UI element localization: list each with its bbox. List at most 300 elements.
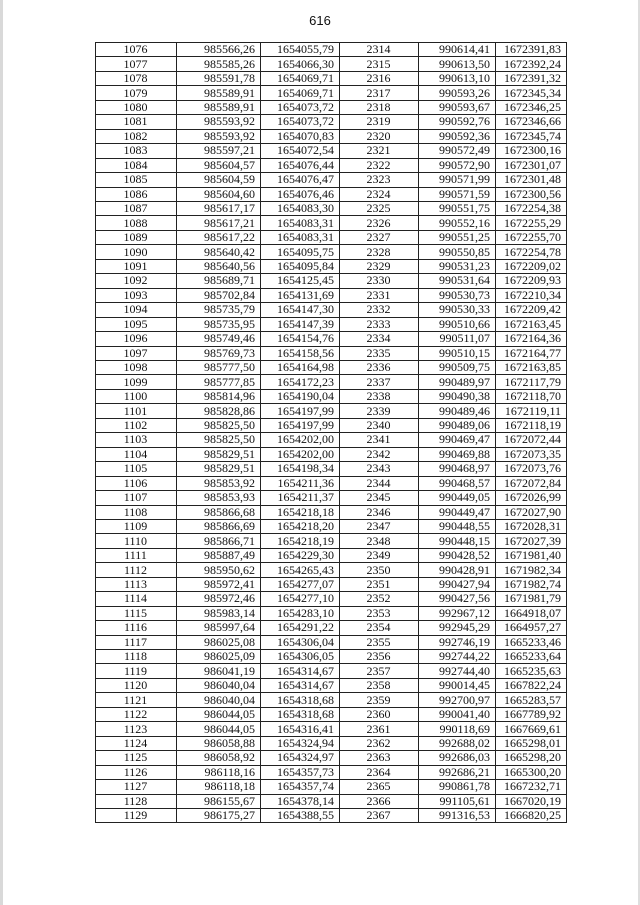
x-coordinate-right-cell: 992967,12	[419, 606, 496, 620]
table-row	[96, 43, 567, 57]
point-number-right-cell: 2335	[340, 346, 419, 360]
y-coordinate-left-cell: 1654083,31	[261, 230, 340, 244]
point-number-left-cell: 1103	[96, 433, 177, 447]
point-number-right-cell: 2357	[340, 664, 419, 678]
table-row	[96, 245, 567, 259]
x-coordinate-right-cell: 990014,45	[419, 678, 496, 692]
point-number-left-cell: 1113	[96, 577, 177, 591]
x-coordinate-left-cell: 985589,91	[177, 86, 261, 100]
x-coordinate-right-cell: 990592,36	[419, 129, 496, 143]
y-coordinate-left-cell: 1654172,23	[261, 375, 340, 389]
point-number-right-cell: 2361	[340, 722, 419, 736]
y-coordinate-right-cell: 1672027,90	[496, 505, 567, 519]
point-number-right-cell: 2331	[340, 288, 419, 302]
y-coordinate-left-cell: 1654131,69	[261, 288, 340, 302]
y-coordinate-left-cell: 1654190,04	[261, 389, 340, 403]
point-number-right-cell: 2366	[340, 794, 419, 808]
y-coordinate-left-cell: 1654202,00	[261, 433, 340, 447]
x-coordinate-left-cell: 985702,84	[177, 288, 261, 302]
table-row	[96, 650, 567, 664]
x-coordinate-right-cell: 990468,97	[419, 462, 496, 476]
coordinates-table-body	[96, 43, 567, 823]
y-coordinate-left-cell: 1654158,56	[261, 346, 340, 360]
point-number-left-cell: 1115	[96, 606, 177, 620]
point-number-left-cell: 1129	[96, 809, 177, 823]
y-coordinate-left-cell: 1654147,30	[261, 303, 340, 317]
point-number-left-cell: 1081	[96, 115, 177, 129]
point-number-left-cell: 1112	[96, 563, 177, 577]
x-coordinate-right-cell: 990448,55	[419, 519, 496, 533]
y-coordinate-left-cell: 1654076,46	[261, 187, 340, 201]
x-coordinate-right-cell: 990427,56	[419, 592, 496, 606]
point-number-left-cell: 1121	[96, 693, 177, 707]
y-coordinate-right-cell: 1672028,31	[496, 519, 567, 533]
x-coordinate-left-cell: 985585,26	[177, 57, 261, 71]
y-coordinate-left-cell: 1654218,20	[261, 519, 340, 533]
point-number-left-cell: 1092	[96, 274, 177, 288]
point-number-right-cell: 2343	[340, 462, 419, 476]
x-coordinate-left-cell: 985814,96	[177, 389, 261, 403]
table-row	[96, 115, 567, 129]
y-coordinate-left-cell: 1654069,71	[261, 71, 340, 85]
x-coordinate-left-cell: 985640,42	[177, 245, 261, 259]
x-coordinate-right-cell: 991316,53	[419, 809, 496, 823]
y-coordinate-right-cell: 1672027,39	[496, 534, 567, 548]
point-number-left-cell: 1101	[96, 404, 177, 418]
x-coordinate-left-cell: 985593,92	[177, 115, 261, 129]
y-coordinate-left-cell: 1654211,37	[261, 491, 340, 505]
y-coordinate-left-cell: 1654197,99	[261, 404, 340, 418]
point-number-right-cell: 2344	[340, 476, 419, 490]
x-coordinate-right-cell: 990551,75	[419, 201, 496, 215]
point-number-left-cell: 1104	[96, 447, 177, 461]
table-row	[96, 794, 567, 808]
y-coordinate-right-cell: 1672346,25	[496, 100, 567, 114]
point-number-right-cell: 2348	[340, 534, 419, 548]
x-coordinate-left-cell: 985604,60	[177, 187, 261, 201]
point-number-left-cell: 1116	[96, 621, 177, 635]
point-number-right-cell: 2349	[340, 548, 419, 562]
x-coordinate-left-cell: 985983,14	[177, 606, 261, 620]
y-coordinate-left-cell: 1654314,67	[261, 664, 340, 678]
point-number-left-cell: 1126	[96, 765, 177, 779]
point-number-right-cell: 2330	[340, 274, 419, 288]
x-coordinate-right-cell: 990571,99	[419, 173, 496, 187]
point-number-right-cell: 2340	[340, 418, 419, 432]
table-row	[96, 592, 567, 606]
table-row	[96, 100, 567, 114]
point-number-left-cell: 1123	[96, 722, 177, 736]
point-number-left-cell: 1083	[96, 144, 177, 158]
x-coordinate-right-cell: 990571,59	[419, 187, 496, 201]
table-row	[96, 187, 567, 201]
x-coordinate-right-cell: 990118,69	[419, 722, 496, 736]
y-coordinate-left-cell: 1654164,98	[261, 360, 340, 374]
x-coordinate-left-cell: 986155,67	[177, 794, 261, 808]
x-coordinate-right-cell: 992688,02	[419, 736, 496, 750]
point-number-left-cell: 1111	[96, 548, 177, 562]
x-coordinate-left-cell: 985828,86	[177, 404, 261, 418]
y-coordinate-right-cell: 1665298,20	[496, 751, 567, 765]
x-coordinate-left-cell: 986058,88	[177, 736, 261, 750]
x-coordinate-right-cell: 990531,64	[419, 274, 496, 288]
point-number-left-cell: 1089	[96, 230, 177, 244]
table-row	[96, 259, 567, 273]
table-row	[96, 274, 567, 288]
table-row	[96, 809, 567, 823]
point-number-left-cell: 1085	[96, 173, 177, 187]
point-number-left-cell: 1100	[96, 389, 177, 403]
x-coordinate-left-cell: 985950,62	[177, 563, 261, 577]
point-number-right-cell: 2339	[340, 404, 419, 418]
y-coordinate-right-cell: 1672164,77	[496, 346, 567, 360]
table-row	[96, 144, 567, 158]
x-coordinate-left-cell: 986118,18	[177, 780, 261, 794]
point-number-left-cell: 1098	[96, 360, 177, 374]
point-number-right-cell: 2354	[340, 621, 419, 635]
point-number-right-cell: 2332	[340, 303, 419, 317]
x-coordinate-left-cell: 985887,49	[177, 548, 261, 562]
x-coordinate-left-cell: 985829,51	[177, 462, 261, 476]
x-coordinate-right-cell: 990449,47	[419, 505, 496, 519]
x-coordinate-right-cell: 990510,15	[419, 346, 496, 360]
point-number-left-cell: 1090	[96, 245, 177, 259]
table-row	[96, 462, 567, 476]
y-coordinate-right-cell: 1672254,38	[496, 201, 567, 215]
page-number: 616	[309, 13, 331, 28]
table-row	[96, 765, 567, 779]
y-coordinate-right-cell: 1672117,79	[496, 375, 567, 389]
table-row	[96, 519, 567, 533]
point-number-left-cell: 1117	[96, 635, 177, 649]
table-row	[96, 418, 567, 432]
x-coordinate-left-cell: 985689,71	[177, 274, 261, 288]
table-row	[96, 375, 567, 389]
point-number-left-cell: 1095	[96, 317, 177, 331]
table-row	[96, 751, 567, 765]
point-number-right-cell: 2359	[340, 693, 419, 707]
point-number-right-cell: 2329	[340, 259, 419, 273]
y-coordinate-left-cell: 1654218,19	[261, 534, 340, 548]
y-coordinate-left-cell: 1654083,31	[261, 216, 340, 230]
y-coordinate-right-cell: 1672163,45	[496, 317, 567, 331]
point-number-right-cell: 2364	[340, 765, 419, 779]
table-row	[96, 534, 567, 548]
x-coordinate-right-cell: 992746,19	[419, 635, 496, 649]
point-number-right-cell: 2338	[340, 389, 419, 403]
table-row	[96, 505, 567, 519]
point-number-right-cell: 2319	[340, 115, 419, 129]
x-coordinate-left-cell: 985593,92	[177, 129, 261, 143]
y-coordinate-right-cell: 1666820,25	[496, 809, 567, 823]
x-coordinate-right-cell: 990509,75	[419, 360, 496, 374]
point-number-right-cell: 2315	[340, 57, 419, 71]
x-coordinate-right-cell: 990530,73	[419, 288, 496, 302]
y-coordinate-left-cell: 1654055,79	[261, 43, 340, 57]
y-coordinate-right-cell: 1672026,99	[496, 491, 567, 505]
point-number-right-cell: 2325	[340, 201, 419, 215]
x-coordinate-right-cell: 990593,26	[419, 86, 496, 100]
table-row	[96, 317, 567, 331]
table-row	[96, 678, 567, 692]
point-number-right-cell: 2314	[340, 43, 419, 57]
point-number-left-cell: 1094	[96, 303, 177, 317]
point-number-right-cell: 2346	[340, 505, 419, 519]
x-coordinate-right-cell: 990550,85	[419, 245, 496, 259]
x-coordinate-right-cell: 990593,67	[419, 100, 496, 114]
y-coordinate-left-cell: 1654202,00	[261, 447, 340, 461]
y-coordinate-left-cell: 1654147,39	[261, 317, 340, 331]
point-number-right-cell: 2337	[340, 375, 419, 389]
point-number-right-cell: 2326	[340, 216, 419, 230]
x-coordinate-left-cell: 985777,85	[177, 375, 261, 389]
y-coordinate-left-cell: 1654198,34	[261, 462, 340, 476]
table-row	[96, 563, 567, 577]
point-number-left-cell: 1125	[96, 751, 177, 765]
point-number-right-cell: 2363	[340, 751, 419, 765]
point-number-left-cell: 1084	[96, 158, 177, 172]
y-coordinate-right-cell: 1672163,85	[496, 360, 567, 374]
y-coordinate-left-cell: 1654076,44	[261, 158, 340, 172]
point-number-right-cell: 2352	[340, 592, 419, 606]
point-number-right-cell: 2351	[340, 577, 419, 591]
x-coordinate-left-cell: 985617,17	[177, 201, 261, 215]
point-number-right-cell: 2358	[340, 678, 419, 692]
point-number-right-cell: 2318	[340, 100, 419, 114]
y-coordinate-right-cell: 1665300,20	[496, 765, 567, 779]
x-coordinate-right-cell: 990531,23	[419, 259, 496, 273]
table-row	[96, 303, 567, 317]
point-number-left-cell: 1080	[96, 100, 177, 114]
table-row	[96, 664, 567, 678]
table-row	[96, 606, 567, 620]
y-coordinate-left-cell: 1654076,47	[261, 173, 340, 187]
x-coordinate-left-cell: 985866,69	[177, 519, 261, 533]
y-coordinate-left-cell: 1654357,74	[261, 780, 340, 794]
table-row	[96, 404, 567, 418]
table-row	[96, 577, 567, 591]
point-number-right-cell: 2317	[340, 86, 419, 100]
table-row	[96, 332, 567, 346]
x-coordinate-left-cell: 985617,22	[177, 230, 261, 244]
y-coordinate-right-cell: 1672255,29	[496, 216, 567, 230]
y-coordinate-right-cell: 1665298,01	[496, 736, 567, 750]
y-coordinate-right-cell: 1672391,32	[496, 71, 567, 85]
y-coordinate-left-cell: 1654306,05	[261, 650, 340, 664]
point-number-left-cell: 1088	[96, 216, 177, 230]
y-coordinate-right-cell: 1672119,11	[496, 404, 567, 418]
y-coordinate-right-cell: 1672072,84	[496, 476, 567, 490]
y-coordinate-right-cell: 1672209,42	[496, 303, 567, 317]
x-coordinate-left-cell: 986040,04	[177, 678, 261, 692]
point-number-right-cell: 2328	[340, 245, 419, 259]
point-number-right-cell: 2341	[340, 433, 419, 447]
table-row	[96, 635, 567, 649]
table-row	[96, 201, 567, 215]
y-coordinate-right-cell: 1672301,07	[496, 158, 567, 172]
x-coordinate-right-cell: 992700,97	[419, 693, 496, 707]
y-coordinate-right-cell: 1672164,36	[496, 332, 567, 346]
y-coordinate-right-cell: 1672210,34	[496, 288, 567, 302]
point-number-left-cell: 1077	[96, 57, 177, 71]
x-coordinate-left-cell: 985866,68	[177, 505, 261, 519]
x-coordinate-left-cell: 986025,08	[177, 635, 261, 649]
x-coordinate-left-cell: 985566,26	[177, 43, 261, 57]
y-coordinate-right-cell: 1672209,02	[496, 259, 567, 273]
table-row	[96, 693, 567, 707]
point-number-right-cell: 2336	[340, 360, 419, 374]
y-coordinate-right-cell: 1664918,07	[496, 606, 567, 620]
point-number-left-cell: 1118	[96, 650, 177, 664]
x-coordinate-right-cell: 990511,07	[419, 332, 496, 346]
y-coordinate-right-cell: 1672209,93	[496, 274, 567, 288]
x-coordinate-right-cell: 992744,40	[419, 664, 496, 678]
point-number-left-cell: 1124	[96, 736, 177, 750]
point-number-right-cell: 2323	[340, 173, 419, 187]
x-coordinate-right-cell: 990469,88	[419, 447, 496, 461]
x-coordinate-right-cell: 992945,29	[419, 621, 496, 635]
y-coordinate-right-cell: 1667232,71	[496, 780, 567, 794]
point-number-left-cell: 1122	[96, 707, 177, 721]
x-coordinate-right-cell: 990613,50	[419, 57, 496, 71]
y-coordinate-left-cell: 1654218,18	[261, 505, 340, 519]
y-coordinate-left-cell: 1654378,14	[261, 794, 340, 808]
point-number-left-cell: 1128	[96, 794, 177, 808]
y-coordinate-right-cell: 1672391,83	[496, 43, 567, 57]
scan-edge-left	[0, 0, 3, 905]
x-coordinate-right-cell: 991105,61	[419, 794, 496, 808]
y-coordinate-left-cell: 1654277,10	[261, 592, 340, 606]
point-number-right-cell: 2324	[340, 187, 419, 201]
x-coordinate-left-cell: 985997,64	[177, 621, 261, 635]
x-coordinate-left-cell: 985589,91	[177, 100, 261, 114]
table-row	[96, 447, 567, 461]
x-coordinate-left-cell: 985825,50	[177, 433, 261, 447]
x-coordinate-left-cell: 986058,92	[177, 751, 261, 765]
y-coordinate-left-cell: 1654197,99	[261, 418, 340, 432]
x-coordinate-right-cell: 990448,15	[419, 534, 496, 548]
point-number-right-cell: 2360	[340, 707, 419, 721]
x-coordinate-right-cell: 990572,49	[419, 144, 496, 158]
y-coordinate-right-cell: 1671981,40	[496, 548, 567, 562]
point-number-left-cell: 1096	[96, 332, 177, 346]
x-coordinate-right-cell: 990552,16	[419, 216, 496, 230]
y-coordinate-right-cell: 1672345,74	[496, 129, 567, 143]
y-coordinate-right-cell: 1672118,70	[496, 389, 567, 403]
y-coordinate-right-cell: 1671982,34	[496, 563, 567, 577]
x-coordinate-right-cell: 990861,78	[419, 780, 496, 794]
point-number-left-cell: 1109	[96, 519, 177, 533]
x-coordinate-left-cell: 986040,04	[177, 693, 261, 707]
table-row	[96, 71, 567, 85]
table-row	[96, 346, 567, 360]
x-coordinate-right-cell: 992744,22	[419, 650, 496, 664]
table-row	[96, 86, 567, 100]
y-coordinate-right-cell: 1672300,56	[496, 187, 567, 201]
x-coordinate-right-cell: 990613,10	[419, 71, 496, 85]
x-coordinate-right-cell: 990614,41	[419, 43, 496, 57]
x-coordinate-left-cell: 985604,59	[177, 173, 261, 187]
x-coordinate-right-cell: 990489,97	[419, 375, 496, 389]
table-row	[96, 476, 567, 490]
y-coordinate-right-cell: 1667669,61	[496, 722, 567, 736]
x-coordinate-left-cell: 985617,21	[177, 216, 261, 230]
x-coordinate-left-cell: 986118,16	[177, 765, 261, 779]
x-coordinate-left-cell: 985825,50	[177, 418, 261, 432]
x-coordinate-left-cell: 986041,19	[177, 664, 261, 678]
table-row	[96, 621, 567, 635]
point-number-right-cell: 2333	[340, 317, 419, 331]
y-coordinate-left-cell: 1654324,94	[261, 736, 340, 750]
point-number-right-cell: 2353	[340, 606, 419, 620]
point-number-left-cell: 1082	[96, 129, 177, 143]
table-row	[96, 57, 567, 71]
y-coordinate-right-cell: 1672300,16	[496, 144, 567, 158]
x-coordinate-right-cell: 990469,47	[419, 433, 496, 447]
x-coordinate-left-cell: 985972,41	[177, 577, 261, 591]
x-coordinate-right-cell: 990041,40	[419, 707, 496, 721]
y-coordinate-right-cell: 1671981,79	[496, 592, 567, 606]
point-number-right-cell: 2321	[340, 144, 419, 158]
x-coordinate-left-cell: 985591,78	[177, 71, 261, 85]
x-coordinate-left-cell: 985597,21	[177, 144, 261, 158]
point-number-left-cell: 1110	[96, 534, 177, 548]
point-number-left-cell: 1105	[96, 462, 177, 476]
point-number-right-cell: 2356	[340, 650, 419, 664]
x-coordinate-left-cell: 985866,71	[177, 534, 261, 548]
point-number-left-cell: 1091	[96, 259, 177, 273]
y-coordinate-left-cell: 1654125,45	[261, 274, 340, 288]
point-number-left-cell: 1087	[96, 201, 177, 215]
table-row	[96, 360, 567, 374]
y-coordinate-left-cell: 1654154,76	[261, 332, 340, 346]
table-row	[96, 158, 567, 172]
table-row	[96, 548, 567, 562]
point-number-left-cell: 1107	[96, 491, 177, 505]
point-number-left-cell: 1093	[96, 288, 177, 302]
point-number-left-cell: 1099	[96, 375, 177, 389]
y-coordinate-left-cell: 1654388,55	[261, 809, 340, 823]
x-coordinate-right-cell: 990489,06	[419, 418, 496, 432]
x-coordinate-right-cell: 990427,94	[419, 577, 496, 591]
y-coordinate-right-cell: 1672301,48	[496, 173, 567, 187]
point-number-left-cell: 1127	[96, 780, 177, 794]
table-row	[96, 707, 567, 721]
point-number-left-cell: 1097	[96, 346, 177, 360]
table-row	[96, 433, 567, 447]
x-coordinate-right-cell: 990428,91	[419, 563, 496, 577]
y-coordinate-left-cell: 1654324,97	[261, 751, 340, 765]
x-coordinate-right-cell: 990490,38	[419, 389, 496, 403]
table-row	[96, 173, 567, 187]
x-coordinate-right-cell: 990592,76	[419, 115, 496, 129]
point-number-left-cell: 1106	[96, 476, 177, 490]
x-coordinate-right-cell: 990530,33	[419, 303, 496, 317]
point-number-right-cell: 2362	[340, 736, 419, 750]
x-coordinate-right-cell: 990428,52	[419, 548, 496, 562]
x-coordinate-left-cell: 986044,05	[177, 722, 261, 736]
y-coordinate-right-cell: 1672346,66	[496, 115, 567, 129]
point-number-right-cell: 2322	[340, 158, 419, 172]
point-number-right-cell: 2350	[340, 563, 419, 577]
x-coordinate-left-cell: 985972,46	[177, 592, 261, 606]
y-coordinate-left-cell: 1654211,36	[261, 476, 340, 490]
y-coordinate-left-cell: 1654072,54	[261, 144, 340, 158]
point-number-left-cell: 1119	[96, 664, 177, 678]
y-coordinate-left-cell: 1654073,72	[261, 100, 340, 114]
y-coordinate-left-cell: 1654318,68	[261, 707, 340, 721]
point-number-left-cell: 1086	[96, 187, 177, 201]
